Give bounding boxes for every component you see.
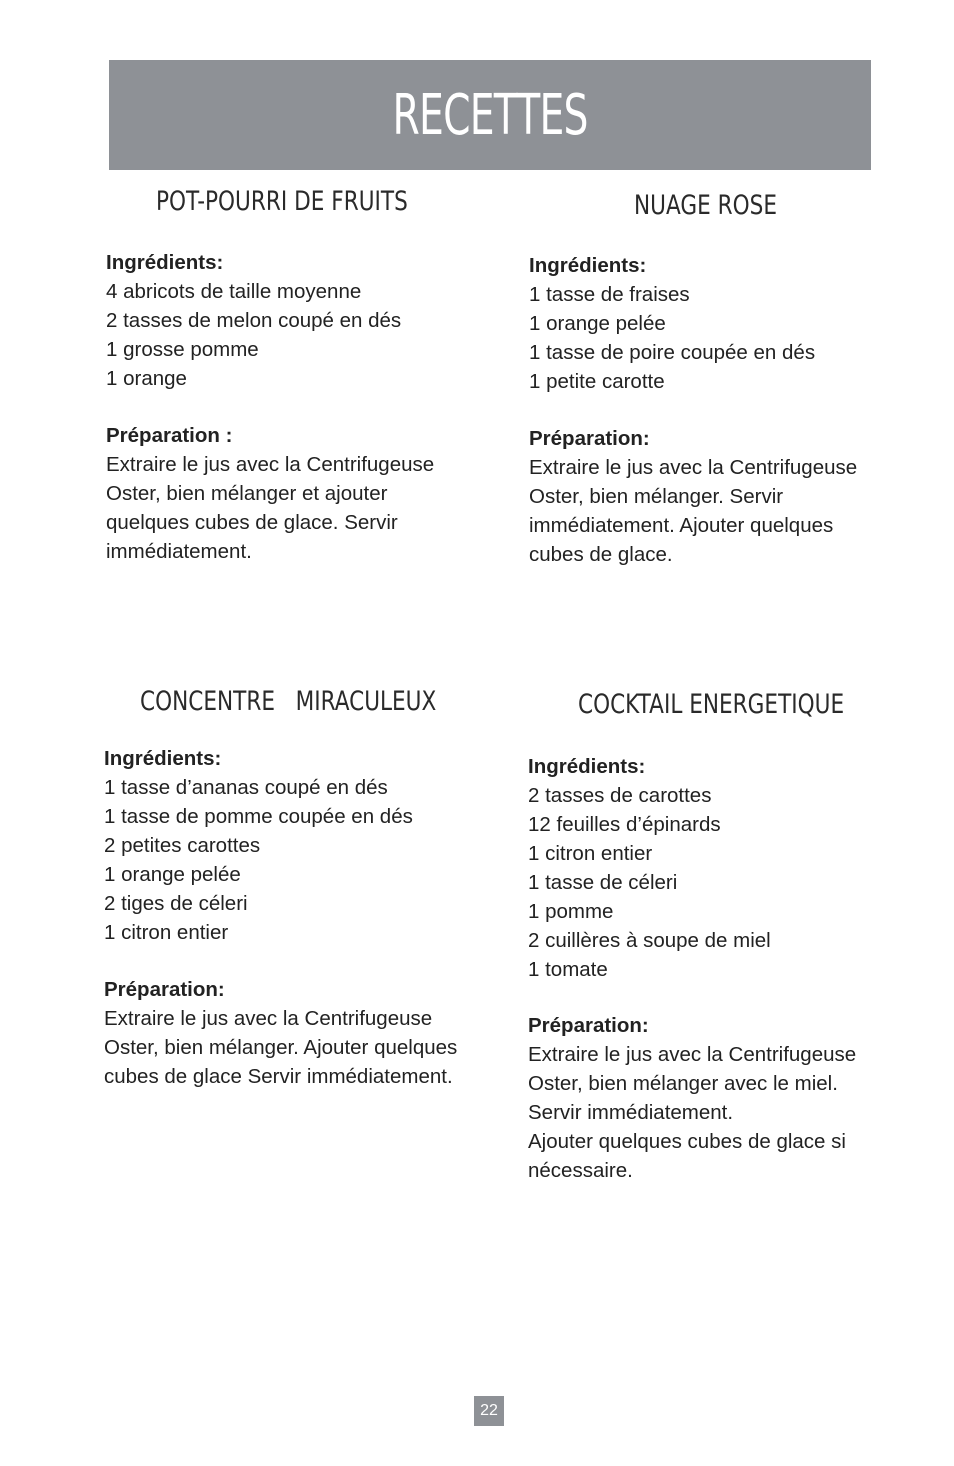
preparation-line: Oster, bien mélanger et ajouter [106, 482, 388, 505]
ingredient-item: 1 citron entier [528, 842, 653, 865]
ingredient-item: 1 grosse pomme [106, 338, 259, 361]
preparation-line: Oster, bien mélanger. Ajouter quelques [104, 1036, 458, 1059]
ingredient-item: 2 tasses de carottes [528, 784, 712, 807]
ingredient-item: 2 tasses de melon coupé en dés [106, 309, 402, 332]
preparation-label: Préparation: [528, 1014, 649, 1037]
ingredient-item: 2 petites carottes [104, 834, 261, 857]
ingredient-item: 2 tiges de céleri [104, 892, 248, 915]
preparation-label: Préparation : [106, 424, 233, 447]
preparation-line: quelques cubes de glace. Servir [106, 511, 398, 534]
page-number: 22 [474, 1396, 504, 1426]
ingredient-item: 1 tasse de céleri [528, 871, 678, 894]
page-title: RECETTES [392, 82, 588, 148]
ingredient-item: 2 cuillères à soupe de miel [528, 929, 771, 952]
preparation-block [104, 975, 457, 1091]
recipe-title: POT-POURRI DE FRUITS [156, 186, 408, 217]
preparation-block [529, 424, 857, 569]
preparation-line: cubes de glace Servir immédiatement. [104, 1065, 453, 1088]
preparation-block [528, 1011, 856, 1185]
preparation-line: Oster, bien mélanger avec le miel. [528, 1072, 838, 1095]
preparation-line: Ajouter quelques cubes de glace si [528, 1130, 846, 1153]
ingredient-item: 12 feuilles d’épinards [528, 813, 721, 836]
ingredients-block [104, 744, 413, 947]
ingredient-item: 1 petite carotte [529, 370, 665, 393]
ingredient-item: 1 citron entier [104, 921, 229, 944]
ingredient-item: 1 orange pelée [104, 863, 241, 886]
preparation-line: Extraire le jus avec la Centrifugeuse [529, 456, 858, 479]
preparation-line: Extraire le jus avec la Centrifugeuse [528, 1043, 857, 1066]
ingredient-item: 1 tasse de pomme coupée en dés [104, 805, 413, 828]
ingredient-item: 1 orange [106, 367, 187, 390]
preparation-line: cubes de glace. [529, 543, 673, 566]
ingredient-item: 1 tomate [528, 958, 608, 981]
ingredients-label: Ingrédients: [106, 251, 224, 274]
ingredients-block [106, 248, 401, 393]
preparation-label: Préparation: [104, 978, 225, 1001]
ingredient-item: 1 tasse de fraises [529, 283, 690, 306]
preparation-block [106, 421, 434, 566]
recipe-title: COCKTAIL ENERGETIQUE [578, 689, 845, 720]
ingredient-item: 1 pomme [528, 900, 614, 923]
ingredient-item: 1 tasse d’ananas coupé en dés [104, 776, 388, 799]
ingredient-item: 1 tasse de poire coupée en dés [529, 341, 816, 364]
preparation-line: Extraire le jus avec la Centrifugeuse [106, 453, 435, 476]
ingredient-item: 1 orange pelée [529, 312, 666, 335]
preparation-line: Oster, bien mélanger. Servir [529, 485, 784, 508]
header-band [109, 60, 871, 170]
preparation-line: immédiatement. Ajouter quelques [529, 514, 834, 537]
recipe-title: NUAGE ROSE [634, 190, 777, 221]
ingredients-label: Ingrédients: [529, 254, 647, 277]
preparation-line: Extraire le jus avec la Centrifugeuse [104, 1007, 433, 1030]
ingredients-block [529, 251, 815, 396]
preparation-label: Préparation: [529, 427, 650, 450]
ingredients-label: Ingrédients: [528, 755, 646, 778]
recipe-title: CONCENTRE MIRACULEUX [140, 686, 437, 717]
preparation-line: immédiatement. [106, 540, 252, 563]
ingredients-block [528, 752, 771, 984]
preparation-line: Servir immédiatement. [528, 1101, 734, 1124]
preparation-line: nécessaire. [528, 1159, 633, 1182]
ingredient-item: 4 abricots de taille moyenne [106, 280, 362, 303]
ingredients-label: Ingrédients: [104, 747, 222, 770]
